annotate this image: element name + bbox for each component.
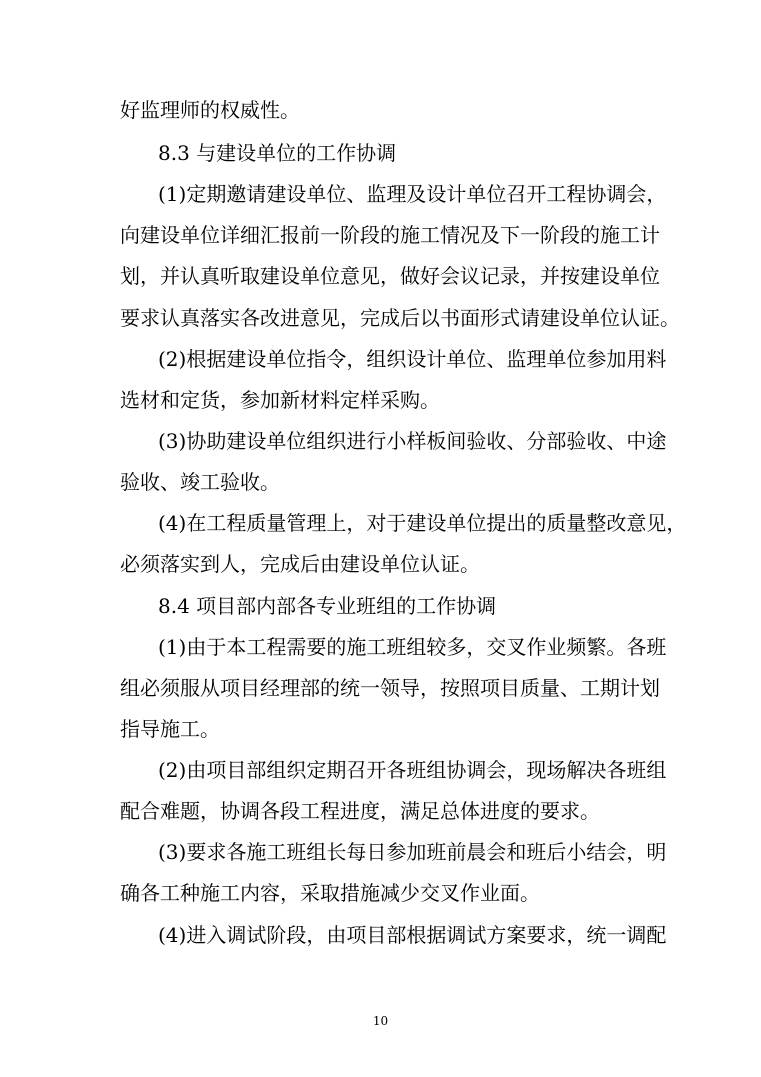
text-line [0,298,761,338]
line-text: 向建设单位详细汇报前一阶段的施工情况及下一阶段的施工计 [120,223,660,247]
line-text: (4)进入调试阶段，由项目部根据调试方案要求，统一调配 [158,923,667,947]
text-line [0,90,761,130]
section-heading [0,586,761,626]
text-line [0,627,761,667]
line-text: (3)协助建设单位组织进行小样板间验收、分部验收、中途 [158,429,667,453]
text-line [0,791,761,831]
section-heading-text: 8.4 项目部内部各专业班组的工作协调 [158,594,497,618]
text-line [0,174,761,214]
line-text: (1)定期邀请建设单位、监理及设计单位召开工程协调会， [158,182,667,206]
line-text: 确各工种施工内容，采取措施减少交叉作业面。 [120,881,540,905]
line-text: 划，并认真听取建设单位意见，做好会议记录，并按建设单位 [120,264,660,288]
text-line [0,256,761,296]
page-number: 10 [372,1014,389,1028]
line-text: 选材和定货，参加新材料定样采购。 [120,388,440,412]
text-line [0,544,761,584]
text-line [0,668,761,708]
line-text: 组必须服从项目经理部的统一领导，按照项目质量、工期计划 [120,676,660,700]
text-line [0,380,761,420]
line-text: 好监理师的权威性。 [120,98,300,122]
text-line [0,832,761,872]
section-heading-text: 8.3 与建设单位的工作协调 [158,141,397,165]
line-text: (4)在工程质量管理上，对于建设单位提出的质量整改意见， [158,511,687,535]
section-heading [0,133,761,173]
line-text: (2)由项目部组织定期召开各班组协调会，现场解决各班组 [158,758,667,782]
text-line [0,421,761,461]
line-text: 配合难题，协调各段工程进度，满足总体进度的要求。 [120,799,600,823]
line-text: 指导施工。 [120,717,220,741]
line-text: (2)根据建设单位指令，组织设计单位、监理单位参加用料 [158,347,667,371]
text-line [0,750,761,790]
text-line [0,915,761,955]
text-line [0,215,761,255]
text-line [0,709,761,749]
line-text: 必须落实到人，完成后由建设单位认证。 [120,552,480,576]
line-text: (3)要求各施工班组长每日参加班前晨会和班后小结会，明 [158,840,667,864]
text-line [0,339,761,379]
text-line [0,503,761,543]
text-line [0,873,761,913]
line-text: 验收、竣工验收。 [120,470,280,494]
line-text: (1)由于本工程需要的施工班组较多，交叉作业频繁。各班 [158,635,667,659]
line-text: 要求认真落实各改进意见，完成后以书面形式请建设单位认证。 [120,306,680,330]
text-line [0,462,761,502]
